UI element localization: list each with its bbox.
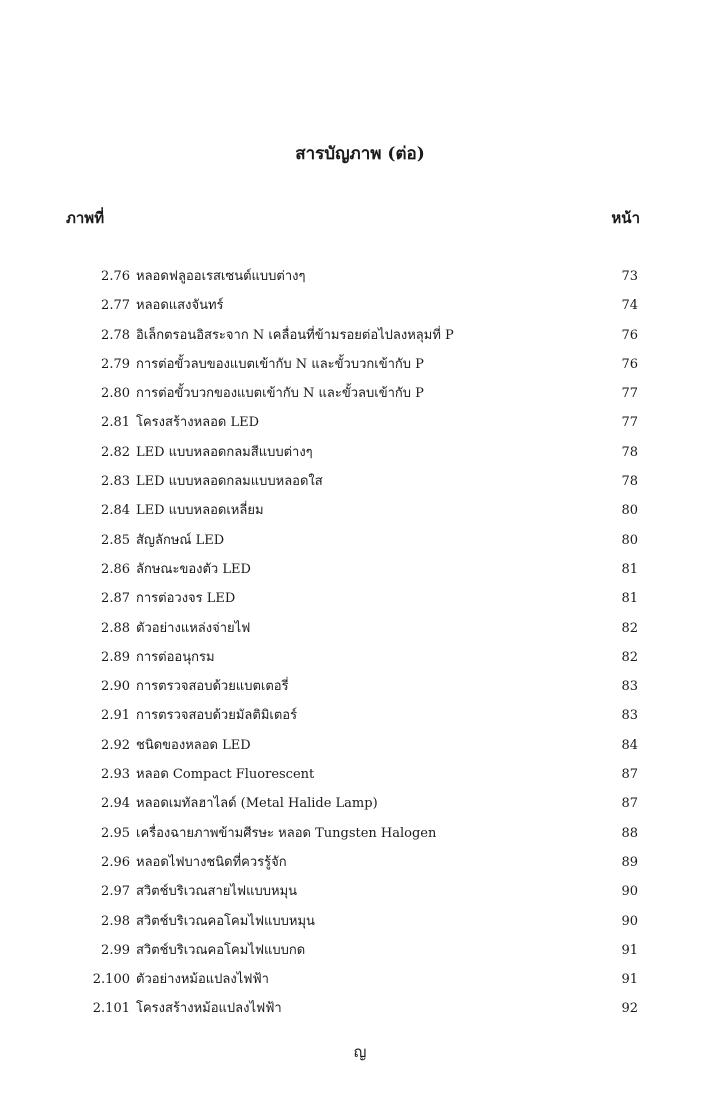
figure-caption: หลอด Compact Fluorescent [136,767,315,783]
figure-caption: โครงสร้างหลอด LED [136,415,260,431]
figure-number: 2.91 [101,708,130,724]
figure-caption: LED แบบหลอดเหลี่ยม [136,503,264,519]
list-item [0,291,720,320]
figure-caption: ตัวอย่างหม้อแปลงไฟฟ้า [136,972,269,988]
figure-number: 2.79 [101,356,130,372]
page-number: 81 [621,591,638,607]
figure-caption: การต่ออนุกรม [136,649,215,665]
page-number: 80 [621,532,638,548]
list-item [0,877,720,906]
figure-caption: สัญลักษณ์ LED [136,532,225,548]
list-item [0,731,720,760]
figure-caption: การตรวจสอบด้วยแบตเตอรี่ [136,679,289,695]
figure-number: 2.97 [101,884,130,900]
figure-caption: เครื่องฉายภาพข้ามศีรษะ หลอด Tungsten Halogen [136,825,437,841]
figure-number: 2.90 [101,679,130,695]
figure-caption: ชนิดของหลอด LED [136,737,251,753]
page-number: 80 [621,503,638,519]
figure-caption: การตรวจสอบด้วยมัลติมิเตอร์ [136,708,298,724]
figure-caption: การต่อวงจร LED [136,591,236,607]
figure-caption: หลอดฟลูออเรสเซนต์แบบต่างๆ [136,269,306,284]
page-number: 77 [621,415,638,431]
figure-number: 2.85 [101,532,130,548]
figure-number: 2.92 [101,737,130,753]
figure-number: 2.84 [101,503,130,519]
figure-caption: อิเล็กตรอนอิสระจาก N เคลื่อนที่ข้ามรอยต่อไปลงหลุมที่ P [136,327,454,343]
figure-number: 2.101 [92,1001,130,1017]
figure-caption: สวิตช์บริเวณคอโคมไฟแบบหมุน [136,913,315,929]
page-number: 92 [621,1001,638,1017]
figure-number: 2.93 [101,767,130,783]
list-item [0,848,720,877]
list-item [0,819,720,848]
list-item [0,672,720,701]
figure-caption: สวิตช์บริเวณสายไฟแบบหมุน [136,884,298,900]
figure-number: 2.87 [101,591,130,607]
figure-number: 2.77 [101,298,130,314]
figure-number: 2.98 [101,913,130,929]
figure-number: 2.76 [101,269,130,284]
page-number: 88 [621,825,638,841]
list-item [0,936,720,965]
page-number: 87 [621,796,638,812]
figure-column-header: ภาพที่ [66,209,105,227]
figure-caption: การต่อขั้วลบของแบตเข้ากับ N และขั้วบวกเข้ากับ P [136,356,424,372]
figure-number: 2.95 [101,825,130,841]
figure-caption: หลอดเมทัลฮาไลด์ (Metal Halide Lamp) [136,796,378,812]
figure-caption: หลอดไฟบางชนิดที่ควรรู้จัก [136,854,287,870]
list-item [0,614,720,643]
figure-caption: หลอดแสงจันทร์ [136,298,224,314]
figure-caption: LED แบบหลอดกลมแบบหลอดใส [136,474,323,490]
page-number: 83 [621,708,638,724]
page-number: 78 [621,444,638,460]
page-number: 91 [621,972,638,988]
list-item [0,262,720,291]
list-item [0,408,720,437]
figure-number: 2.100 [92,972,130,988]
page-number: 82 [621,649,638,665]
list-item [0,907,720,936]
page-number: 91 [621,942,638,958]
page-number: 73 [621,269,638,284]
figure-caption: สวิตช์บริเวณคอโคมไฟแบบกด [136,942,306,958]
page-number: 90 [621,884,638,900]
figure-number: 2.80 [101,386,130,402]
figure-number: 2.88 [101,620,130,636]
figure-number: 2.86 [101,561,130,577]
page-number: 82 [621,620,638,636]
page-number: 78 [621,474,638,490]
figure-number: 2.82 [101,444,130,460]
list-item [0,789,720,818]
list-item [0,321,720,350]
list-item [0,994,720,1023]
list-item [0,760,720,789]
list-item [0,584,720,613]
list-item [0,438,720,467]
figure-caption: โครงสร้างหม้อแปลงไฟฟ้า [136,1001,282,1017]
figure-caption: LED แบบหลอดกลมสีแบบต่างๆ [136,444,313,460]
page-number: 89 [621,854,638,870]
figure-number: 2.78 [101,327,130,343]
page-number: 74 [621,298,638,314]
figure-caption: ลักษณะของตัว LED [136,561,251,577]
figure-number: 2.83 [101,474,130,490]
figure-number: 2.99 [101,942,130,958]
figure-number: 2.96 [101,854,130,870]
figure-list [0,262,720,1024]
page-number: 77 [621,386,638,402]
figure-number: 2.81 [101,415,130,431]
list-item [0,526,720,555]
list-item [0,555,720,584]
page-number: 76 [621,327,638,343]
list-item [0,643,720,672]
list-item [0,965,720,994]
figure-number: 2.89 [101,649,130,665]
figure-caption: การต่อขั้วบวกของแบตเข้ากับ N และขั้วลบเข้ากับ P [136,386,424,402]
list-item [0,350,720,379]
page-column-header: หน้า [611,209,640,227]
list-item [0,496,720,525]
page-number: 76 [621,356,638,372]
page-number: 83 [621,679,638,695]
list-item [0,379,720,408]
figure-caption: ตัวอย่างแหล่งจ่ายไฟ [136,620,251,636]
page-number: 84 [621,737,638,753]
page-number: 81 [621,561,638,577]
page-number: 87 [621,767,638,783]
list-item [0,467,720,496]
page-title: สารบัญภาพ (ต่อ) [295,144,425,164]
list-item [0,701,720,730]
page-number: 90 [621,913,638,929]
page-number-footer: ญ [353,1043,367,1061]
figure-number: 2.94 [101,796,130,812]
